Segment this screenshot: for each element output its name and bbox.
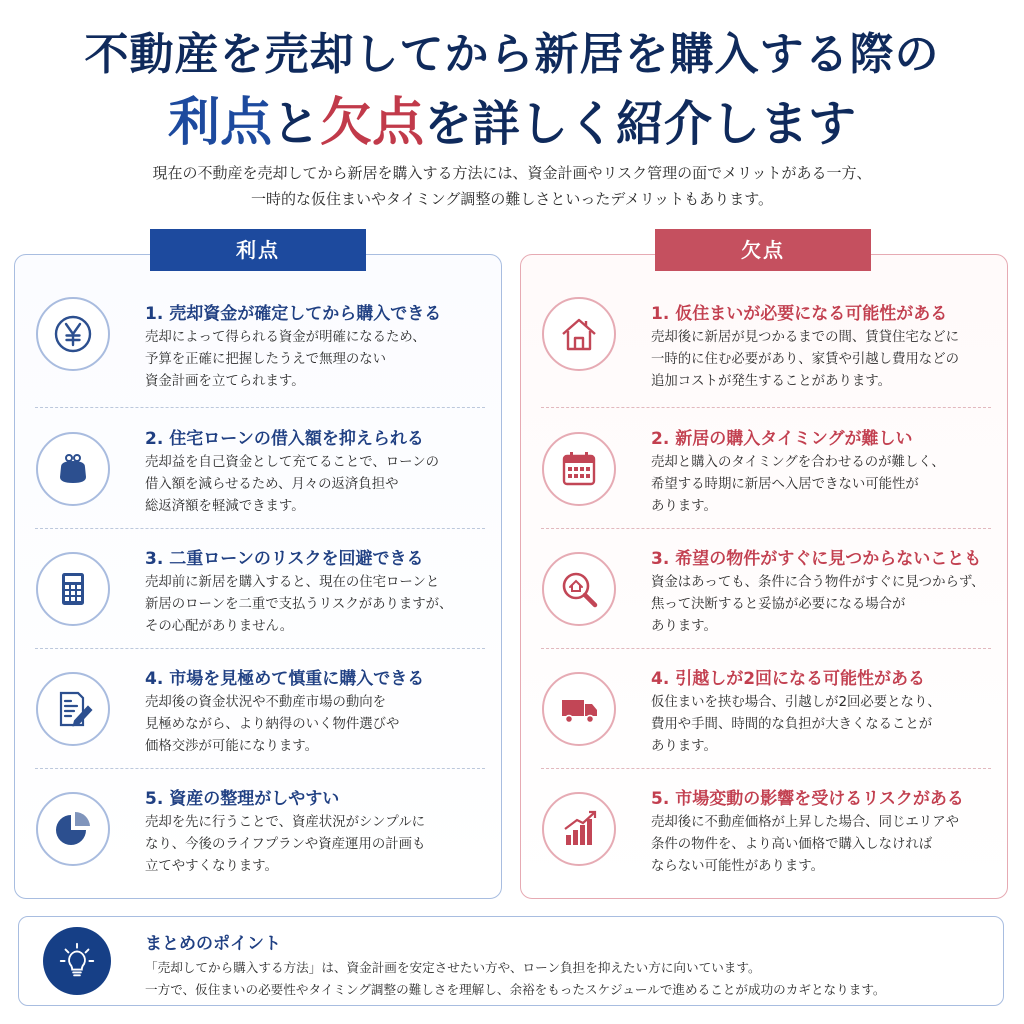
- disadvantage-description: [651, 812, 997, 878]
- description-line: 借入額を減らせるため、月々の返済負担や: [145, 477, 399, 492]
- description-line: 売却と購入のタイミングを合わせるのが難しく、: [651, 455, 945, 470]
- description-line: 費用や手間、時間的な負担が大きくなることが: [651, 717, 933, 732]
- description-line: 売却益を自己資金として充てることで、ローンの: [145, 455, 440, 470]
- advantages-panel: [14, 254, 502, 899]
- description-line: あります。: [651, 499, 717, 514]
- description-line: 条件の物件を、より高い価格で購入しなければ: [651, 837, 933, 852]
- page-title-line1: 不動産を売却してから新居を購入する際の: [84, 29, 940, 80]
- title-rest: を詳しく紹介します: [424, 96, 857, 152]
- disadvantage-title: 3. 希望の物件がすぐに見つからないことも: [651, 549, 982, 569]
- advantage-title: 4. 市場を見極めて慎重に購入できる: [145, 669, 425, 689]
- title-disadvantages-word: 欠点: [320, 92, 425, 153]
- disadvantage-item-1: [521, 271, 1009, 391]
- disadvantage-title: 2. 新居の購入タイミングが難しい: [651, 429, 913, 449]
- summary-box: [18, 916, 1004, 1006]
- advantage-title: 3. 二重ローンのリスクを回避できる: [145, 549, 424, 569]
- document-pen-icon: [36, 672, 110, 746]
- description-line: 総返済額を軽減できます。: [145, 499, 305, 514]
- description-line: 売却後に不動産価格が上昇した場合、同じエリアや: [651, 815, 959, 830]
- disadvantage-item-4: [521, 648, 1009, 768]
- intro-text: [0, 160, 1024, 212]
- advantage-description: [145, 692, 491, 758]
- description-line: 希望する時期に新居へ入居できない可能性が: [651, 477, 919, 492]
- title-connector: と: [271, 96, 320, 152]
- house-search-icon: [542, 552, 616, 626]
- description-line: 予算を正確に把握したうえで無理のない: [145, 352, 387, 367]
- disadvantage-description: [651, 452, 997, 518]
- advantage-title: 5. 資産の整理がしやすい: [145, 789, 340, 809]
- truck-icon: [542, 672, 616, 746]
- intro-line-2: 一時的な仮住まいやタイミング調整の難しさといったデメリットもあります。: [250, 190, 773, 208]
- description-line: なり、今後のライフプランや資産運用の計画も: [145, 837, 426, 852]
- disadvantage-item-3: [521, 528, 1009, 648]
- disadvantage-item-2: [521, 408, 1009, 528]
- description-line: 売却後に新居が見つかるまでの間、賃貸住宅などに: [651, 330, 959, 345]
- yen-icon: [36, 297, 110, 371]
- summary-line-2: 一方で、仮住まいの必要性やタイミング調整の難しさを理解し、余裕をもったスケジュールで進めることが成功のカギとなります。: [145, 982, 886, 997]
- disadvantage-item-5: [521, 768, 1009, 888]
- description-line: 資金計画を立てられます。: [145, 374, 305, 389]
- advantages-header: 利点: [150, 229, 366, 271]
- advantage-item-3: [15, 528, 503, 648]
- disadvantage-description: [651, 572, 997, 638]
- description-line: 売却を先に行うことで、資産状況がシンプルに: [145, 815, 426, 830]
- rising-chart-icon: [542, 792, 616, 866]
- advantage-title: 1. 売却資金が確定してから購入できる: [145, 304, 442, 324]
- advantage-item-2: [15, 408, 503, 528]
- disadvantages-panel: [520, 254, 1008, 899]
- description-line: 立てやすくなります。: [145, 859, 278, 874]
- summary-line-1: 「売却してから購入する方法」は、資金計画を安定させたい方や、ローン負担を抑えたい方に向いています。: [145, 960, 761, 975]
- description-line: その心配がありません。: [145, 619, 294, 634]
- disadvantage-title: 5. 市場変動の影響を受けるリスクがある: [651, 789, 964, 809]
- disadvantage-description: [651, 327, 997, 393]
- intro-line-1: 現在の不動産を売却してから新居を購入する方法には、資金計画やリスク管理の面でメリットがある一方、: [152, 164, 872, 182]
- description-line: 資金はあっても、条件に合う物件がすぐに見つからず、: [651, 575, 985, 590]
- title-advantages-word: 利点: [167, 92, 272, 153]
- summary-title: まとめのポイント: [145, 934, 281, 954]
- advantage-description: [145, 327, 491, 393]
- calculator-icon: [36, 552, 110, 626]
- advantage-item-1: [15, 271, 503, 391]
- page-title-line2: [0, 80, 1024, 155]
- description-line: 焦って決断すると妥協が必要になる場合が: [651, 597, 906, 612]
- purse-icon: [36, 432, 110, 506]
- advantage-description: [145, 812, 491, 878]
- description-line: 価格交渉が可能になります。: [145, 739, 319, 754]
- description-line: 売却前に新居を購入すると、現在の住宅ローンと: [145, 575, 440, 590]
- lightbulb-icon: [43, 927, 111, 995]
- description-line: 新居のローンを二重で支払うリスクがありますが、: [145, 597, 453, 612]
- pie-chart-icon: [36, 792, 110, 866]
- advantage-description: [145, 452, 491, 518]
- description-line: ならない可能性があります。: [651, 859, 825, 874]
- description-line: あります。: [651, 739, 717, 754]
- description-line: 仮住まいを挟む場合、引越しが2回必要となり、: [651, 695, 941, 710]
- description-line: 一時的に住む必要があり、家賃や引越し費用などの: [651, 352, 959, 367]
- description-line: 売却後の資金状況や不動産市場の動向を: [145, 695, 387, 710]
- calendar-icon: [542, 432, 616, 506]
- description-line: あります。: [651, 619, 717, 634]
- advantage-item-5: [15, 768, 503, 888]
- advantage-item-4: [15, 648, 503, 768]
- house-icon: [542, 297, 616, 371]
- description-line: 売却によって得られる資金が明確になるため、: [145, 330, 426, 345]
- advantage-title: 2. 住宅ローンの借入額を抑えられる: [145, 429, 424, 449]
- disadvantage-title: 1. 仮住まいが必要になる可能性がある: [651, 304, 948, 324]
- advantage-description: [145, 572, 491, 638]
- description-line: 見極めながら、より納得のいく物件選びや: [145, 717, 400, 732]
- disadvantages-header: 欠点: [655, 229, 871, 271]
- description-line: 追加コストが発生することがあります。: [651, 374, 891, 389]
- disadvantage-description: [651, 692, 997, 758]
- disadvantage-title: 4. 引越しが2回になる可能性がある: [651, 669, 926, 689]
